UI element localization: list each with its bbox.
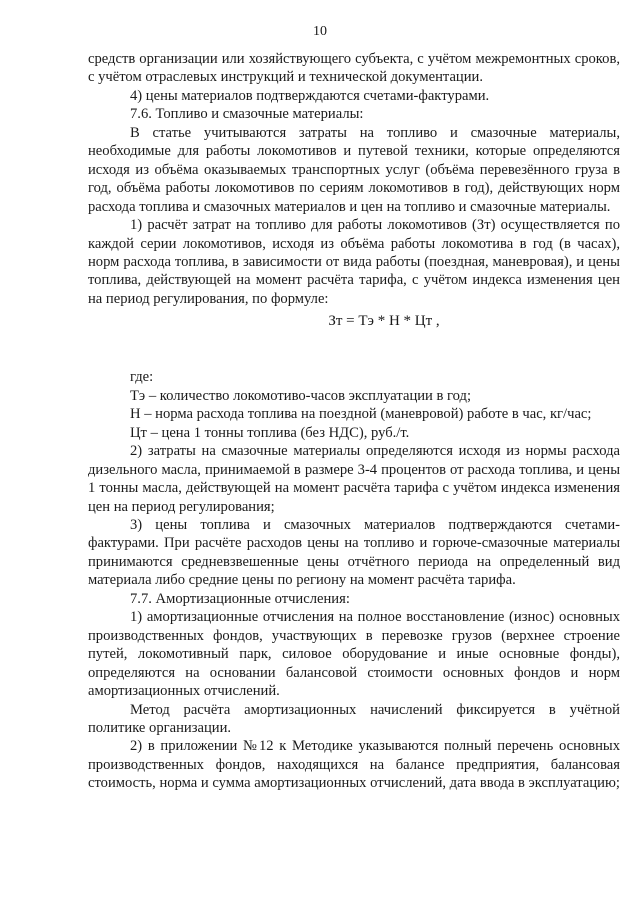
paragraph-depreciation-method: Метод расчёта амортизационных начислений фиксируется в учётной политике организации.	[88, 701, 620, 736]
paragraph-depreciation-item-2: 2) в приложении №12 к Методике указываются полный перечень основных производственных фондов, находящихся на балансе предприятия, балансовая стоимость, норма и сумма амортизационных отчислений, дата ввода в эксплуатацию;	[88, 738, 620, 792]
formula-variable-n: Н – норма расхода топлива на поездной (маневровой) работе в час, кг/час;	[130, 406, 592, 423]
formula-variable-ct: Цт – цена 1 тонны топлива (без НДС), руб./т.	[130, 424, 410, 441]
document-body	[88, 50, 620, 793]
fuel-cost-formula: Зт = Тэ * Н * Цт ,	[328, 313, 440, 330]
paragraph-fuel-item-3: 3) цены топлива и смазочных материалов подтверждаются счетами-фактурами. При расчёте расходов цены на топливо и горюче-смазочные материалы принимаются средневзвешенные цены отчётного периода на определенный вид материала либо средние цены по региону на момент расчёта тарифа.	[88, 516, 620, 589]
formula-where-label: где:	[130, 369, 154, 386]
paragraph-item-4: 4) цены материалов подтверждаются счетами-фактурами.	[130, 87, 490, 104]
formula-variable-te: Тэ – количество локомотиво-часов эксплуатации в год;	[130, 387, 472, 404]
page-number: 10	[313, 24, 327, 39]
section-heading-7-6: 7.6. Топливо и смазочные материалы:	[130, 106, 364, 123]
paragraph-fuel-item-2: 2) затраты на смазочные материалы определяются исходя из нормы расхода дизельного масла, принимаемой в размере 3-4 процентов от расхода топлива, и цены 1 тонны масла, действующей на момент расчёта тарифа с учётом индекса изменения цен на период регулирования;	[88, 443, 620, 515]
paragraph-fuel-intro: В статье учитываются затраты на топливо и смазочные материалы, необходимые для работы локомотивов и путевой техники, которые определяются исходя из объёма оказываемых транспортных услуг (объёма перевезённого груза в год, объёма работы локомотивов по сериям локомотивов в год), действующих норм расхода топлива и смазочных материалов и цен на топливо и смазочные материалы.	[88, 124, 620, 215]
paragraph-depreciation-item-1: 1) амортизационные отчисления на полное восстановление (износ) основных производственных фондов, участвующих в перевозке грузов (верхнее строение путей, локомотивный парк, силовое оборудование и иные основные фонды), определяются на основании балансовой стоимости основных фондов и норм амортизационных отчислений.	[88, 609, 620, 700]
paragraph-fuel-item-1: 1) расчёт затрат на топливо для работы локомотивов (Зт) осуществляется по каждой серии локомотивов, исходя из объёма работы локомотива в год (в часах), норм расхода топлива, в зависимости от вида работы (поездная, маневровая), и цены топлива, действующей на момент расчёта тарифа, с учётом индекса изменения цен на период регулирования, по формуле:	[88, 217, 620, 307]
paragraph-continuation: средств организации или хозяйствующего субъекта, с учётом межремонтных сроков, с учётом отраслевых инструкций и технической документации.	[88, 51, 620, 86]
section-heading-7-7: 7.7. Амортизационные отчисления:	[130, 590, 350, 607]
